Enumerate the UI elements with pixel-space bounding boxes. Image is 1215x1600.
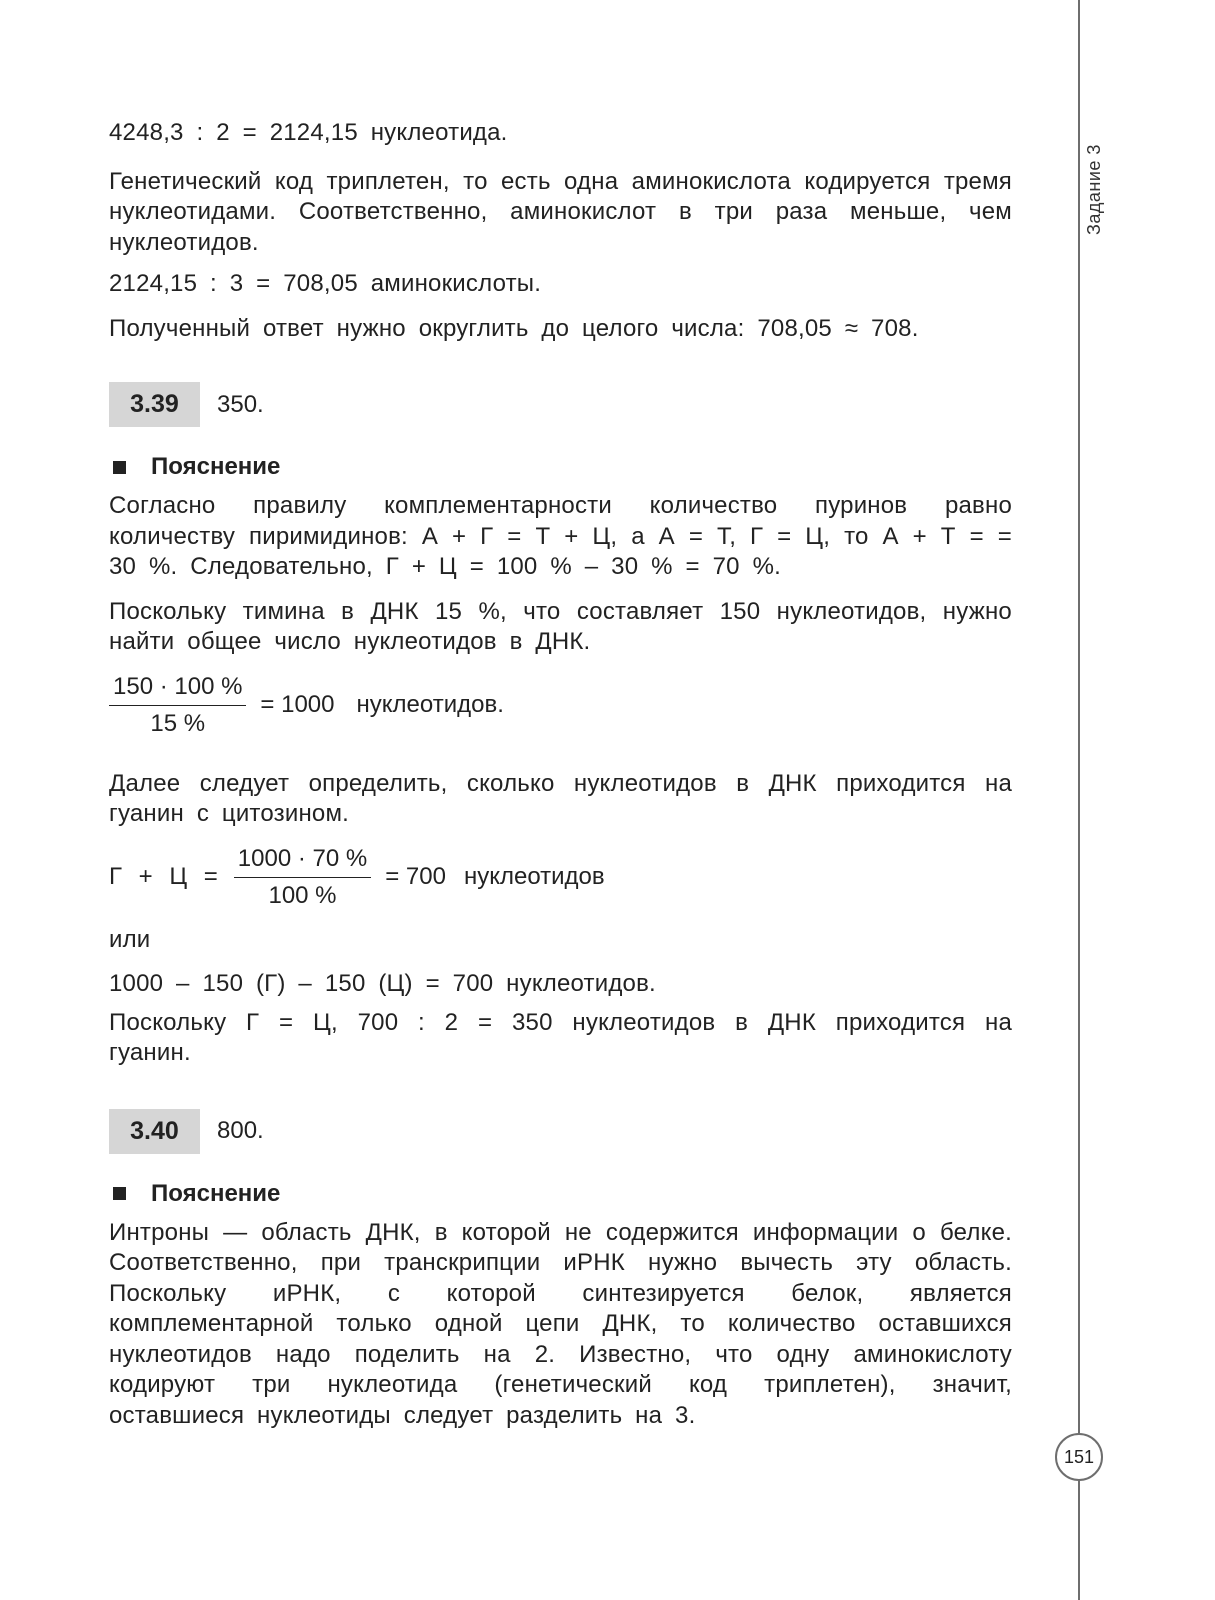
subtraction-line: 1000 – 150 (Г) – 150 (Ц) = 700 нуклеотидов. bbox=[109, 970, 656, 997]
page-number: 151 bbox=[1055, 1433, 1103, 1481]
fraction-denominator: 15 % bbox=[150, 709, 206, 737]
formula-prefix: Г + Ц = bbox=[109, 863, 218, 890]
fraction-numerator: 1000 · 70 % bbox=[234, 844, 371, 878]
task-header-3-39 bbox=[109, 382, 1012, 427]
formula-unit: нуклеотидов bbox=[463, 863, 605, 890]
thymine-paragraph: Поскольку тимина в ДНК 15 %, что составляет 150 нуклеотидов, нужно найти общее число нуклеотидов в ДНК. bbox=[109, 597, 1012, 655]
guanine-cytosine-paragraph: Далее следует определить, сколько нуклеотидов в ДНК приходится на гуанин с цитозином. bbox=[109, 769, 1012, 827]
rounding-line: Полученный ответ нужно округлить до целого числа: 708,05 ≈ 708. bbox=[109, 314, 919, 342]
task-number-badge: 3.39 bbox=[109, 382, 200, 427]
explanation-title: Пояснение bbox=[151, 453, 281, 480]
task-answer: 800. bbox=[217, 1117, 264, 1144]
genetic-code-paragraph: Генетический код триплетен, то есть одна аминокислота кодируется тремя нуклеотидами. Соответственно, аминокислот в три раза меньше, чем нуклеотидов. bbox=[109, 167, 1012, 256]
formula-result: = 700 bbox=[385, 863, 446, 890]
introns-paragraph: Интроны — область ДНК, в которой не содержится информации о белке. Соответственно, при транскрипции иРНК нужно вычесть эту область. Поскольку иРНК, с которой синтезируется белок, является комплементарной только одной цепи ДНК, то количество оставшихся нуклеотидов надо поделить на 2. Известно, что одну аминокислоту кодируют три нуклеотида (генетический код триплетен), значит, оставшиеся нуклеотиды следует разделить на 3. bbox=[109, 1218, 1012, 1429]
explanation-heading bbox=[109, 1180, 1012, 1208]
formula-unit: нуклеотидов. bbox=[356, 691, 504, 718]
guanine-result-paragraph: Поскольку Г = Ц, 700 : 2 = 350 нуклеотидов в ДНК приходится на гуанин. bbox=[109, 1008, 1012, 1066]
calc-line-nucleotides: 4248,3 : 2 = 2124,15 нуклеотида. bbox=[109, 119, 508, 146]
fraction bbox=[109, 672, 246, 739]
complementarity-paragraph: Согласно правилу комплементарности количество пуринов равно количеству пиримидинов: А + Г = Т + Ц, а А = Т, Г = Ц, то А + Т = = 30 %. Следовательно, Г + Ц = 100 % – 30 % = 70 %. bbox=[109, 492, 1012, 580]
page-content bbox=[109, 118, 1012, 1431]
formula-gc-nucleotides bbox=[109, 844, 1012, 911]
task-answer: 350. bbox=[217, 390, 264, 418]
task-number-badge: 3.40 bbox=[109, 1109, 200, 1154]
bullet-square-icon bbox=[113, 1187, 126, 1200]
bullet-square-icon bbox=[113, 461, 126, 474]
explanation-title: Пояснение bbox=[151, 1179, 281, 1207]
formula-total-nucleotides bbox=[109, 672, 1012, 739]
fraction bbox=[234, 844, 371, 911]
explanation-heading bbox=[109, 453, 1012, 481]
task-header-3-40 bbox=[109, 1109, 1012, 1154]
fraction-denominator: 100 % bbox=[268, 881, 337, 909]
fraction-numerator: 150 · 100 % bbox=[109, 672, 246, 706]
margin-rule-line bbox=[1078, 0, 1080, 1600]
section-label: Задание 3 bbox=[1084, 144, 1104, 235]
calc-line-aminoacids: 2124,15 : 3 = 708,05 аминокислоты. bbox=[109, 270, 542, 297]
or-word: или bbox=[109, 925, 151, 953]
formula-result: = 1000 bbox=[260, 691, 335, 718]
